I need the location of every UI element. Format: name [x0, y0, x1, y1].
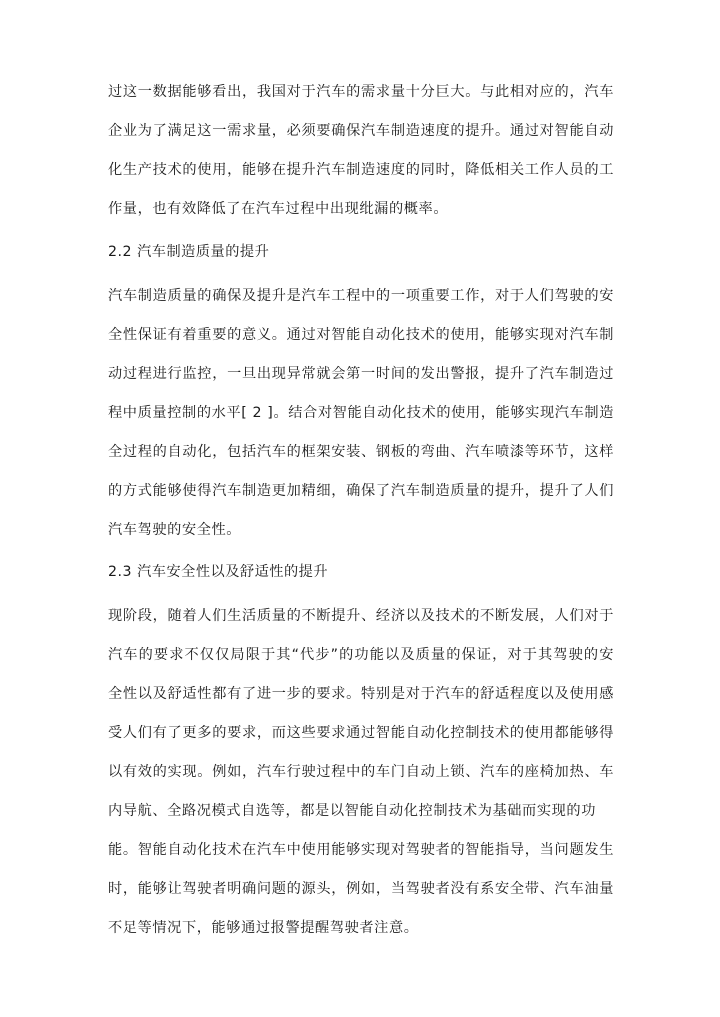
section-heading-2-3: 2.3 汽车安全性以及舒适性的提升 [108, 564, 329, 580]
paragraph-3-line-2: 汽车的要求不仅仅局限于其“代步”的功能以及质量的保证，对于其驾驶的安 [108, 647, 614, 663]
paragraph-1-line-3: 化生产技术的使用，能够在提升汽车制造速度的同时，降低相关工作人员的工 [108, 162, 614, 178]
paragraph-2-line-7: 汽车驾驶的安全性。 [108, 522, 242, 538]
paragraph-2-line-3: 动过程进行监控，一旦出现异常就会第一时间的发出警报，提升了汽车制造过 [108, 366, 614, 382]
paragraph-1-line-4: 作量，也有效降低了在汽车过程中出现纰漏的概率。 [108, 201, 449, 217]
paragraph-3-line-5: 以有效的实现。例如，汽车行驶过程中的车门自动上锁、汽车的座椅加热、车 [108, 764, 614, 780]
paragraph-1-line-1: 过这一数据能够看出，我国对于汽车的需求量十分巨大。与此相对应的，汽车 [108, 84, 614, 100]
paragraph-3-line-7: 能。智能自动化技术在汽车中使用能够实现对驾驶者的智能指导，当问题发生 [108, 842, 614, 858]
section-heading-2-2: 2.2 汽车制造质量的提升 [108, 244, 270, 260]
paragraph-2-line-2: 全性保证有着重要的意义。通过对智能自动化技术的使用，能够实现对汽车制 [108, 327, 614, 343]
paragraph-3-line-6: 内导航、全路况模式自选等，都是以智能自动化控制技术为基础而实现的功 [108, 803, 596, 819]
paragraph-3-line-8: 时，能够让驾驶者明确问题的源头，例如，当驾驶者没有系安全带、汽车油量 [108, 881, 614, 897]
paragraph-3-line-9: 不足等情况下，能够通过报警提醒驾驶者注意。 [108, 920, 419, 936]
paragraph-1-line-2: 企业为了满足这一需求量，必须要确保汽车制造速度的提升。通过对智能自动 [108, 123, 614, 139]
paragraph-2-line-5: 全过程的自动化，包括汽车的框架安装、钢板的弯曲、汽车喷漆等环节，这样 [108, 444, 614, 460]
paragraph-2-line-1: 汽车制造质量的确保及提升是汽车工程中的一项重要工作，对于人们驾驶的安 [108, 288, 614, 304]
paragraph-3-line-1: 现阶段，随着人们生活质量的不断提升、经济以及技术的不断发展，人们对于 [108, 608, 614, 624]
paragraph-3-line-3: 全性以及舒适性都有了进一步的要求。特别是对于汽车的舒适程度以及使用感 [108, 686, 614, 702]
paragraph-2-line-4: 程中质量控制的水平[ 2 ]。结合对智能自动化技术的使用，能够实现汽车制造 [108, 405, 614, 421]
paragraph-2-line-6: 的方式能够使得汽车制造更加精细，确保了汽车制造质量的提升，提升了人们 [108, 483, 614, 499]
paragraph-3-line-4: 受人们有了更多的要求，而这些要求通过智能自动化控制技术的使用都能够得 [108, 725, 614, 741]
